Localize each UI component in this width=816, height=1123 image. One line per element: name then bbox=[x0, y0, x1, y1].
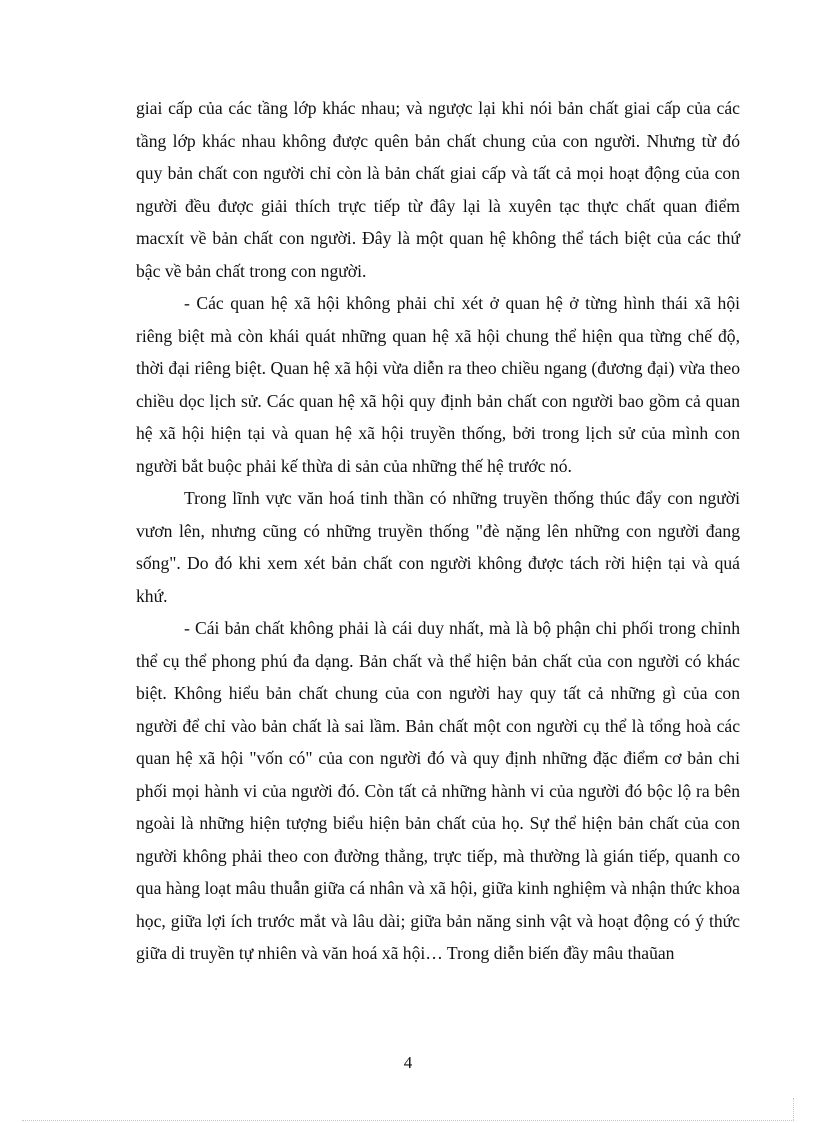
body-text bbox=[136, 92, 740, 970]
paragraph-social-relations: - Các quan hệ xã hội không phải chỉ xét ở quan hệ ở từng hình thái xã hội riêng biệt mà còn khái quát những quan hệ xã hội chung thể hiện qua từng chế độ, thời đại riêng biệt. Quan hệ xã hội vừa diễn ra theo chiều ngang (đương đại) vừa theo chiều dọc lịch sử. Các quan hệ xã hội quy định bản chất con người bao gồm cả quan hệ xã hội hiện tại và quan hệ xã hội truyền thống, bởi trong lịch sử của mình con người bắt buộc phải kế thừa di sản của những thế hệ trước nó. bbox=[136, 293, 740, 476]
paragraph-cultural-tradition: Trong lĩnh vực văn hoá tinh thần có những truyền thống thúc đẩy con người vươn lên, nhưng cũng có những truyền thống "đè nặng lên những con người đang sống". Do đó khi xem xét bản chất con người không được tách rời hiện tại và quá khứ. bbox=[136, 488, 740, 606]
paragraph-continuation: giai cấp của các tầng lớp khác nhau; và ngược lại khi nói bản chất giai cấp của các tầng lớp khác nhau không được quên bản chất chung của con người. Nhưng từ đó quy bản chất con người chỉ còn là bản chất giai cấp và tất cả mọi hoạt động của con người đều được giải thích trực tiếp từ đây lại là xuyên tạc thực chất quan điểm macxít về bản chất con người. Đây là một quan hệ không thể tách biệt của các thứ bậc về bản chất trong con người. bbox=[136, 98, 740, 281]
page-bottom-border bbox=[22, 1120, 794, 1121]
page-corner-border bbox=[793, 1098, 794, 1120]
page-number: 4 bbox=[403, 1053, 413, 1072]
paragraph-essence-expression: - Cái bản chất không phải là cái duy nhất, mà là bộ phận chi phối trong chỉnh thể cụ thể phong phú đa dạng. Bản chất và thể hiện bản chất của con người có khác biệt. Không hiểu bản chất chung của con người hay quy tất cả những gì của con người để chỉ vào bản chất là sai lầm. Bản chất một con người cụ thể là tổng hoà các quan hệ xã hội "vốn có" của con người đó và quy định những đặc điểm cơ bản chi phối mọi hành vi của người đó. Còn tất cả những hành vi của người đó bộc lộ ra bên ngoài là những hiện tượng biểu hiện bản chất của họ. Sự thể hiện bản chất của con người không phải theo con đường thẳng, trực tiếp, mà thường là gián tiếp, quanh co qua hàng loạt mâu thuẫn giữa cá nhân và xã hội, giữa kinh nghiệm và nhận thức khoa học, giữa lợi ích trước mắt và lâu dài; giữa bản năng sinh vật và hoạt động có ý thức giữa di truyền tự nhiên và văn hoá xã hội… Trong diễn biến đầy mâu thaũan bbox=[136, 618, 740, 963]
